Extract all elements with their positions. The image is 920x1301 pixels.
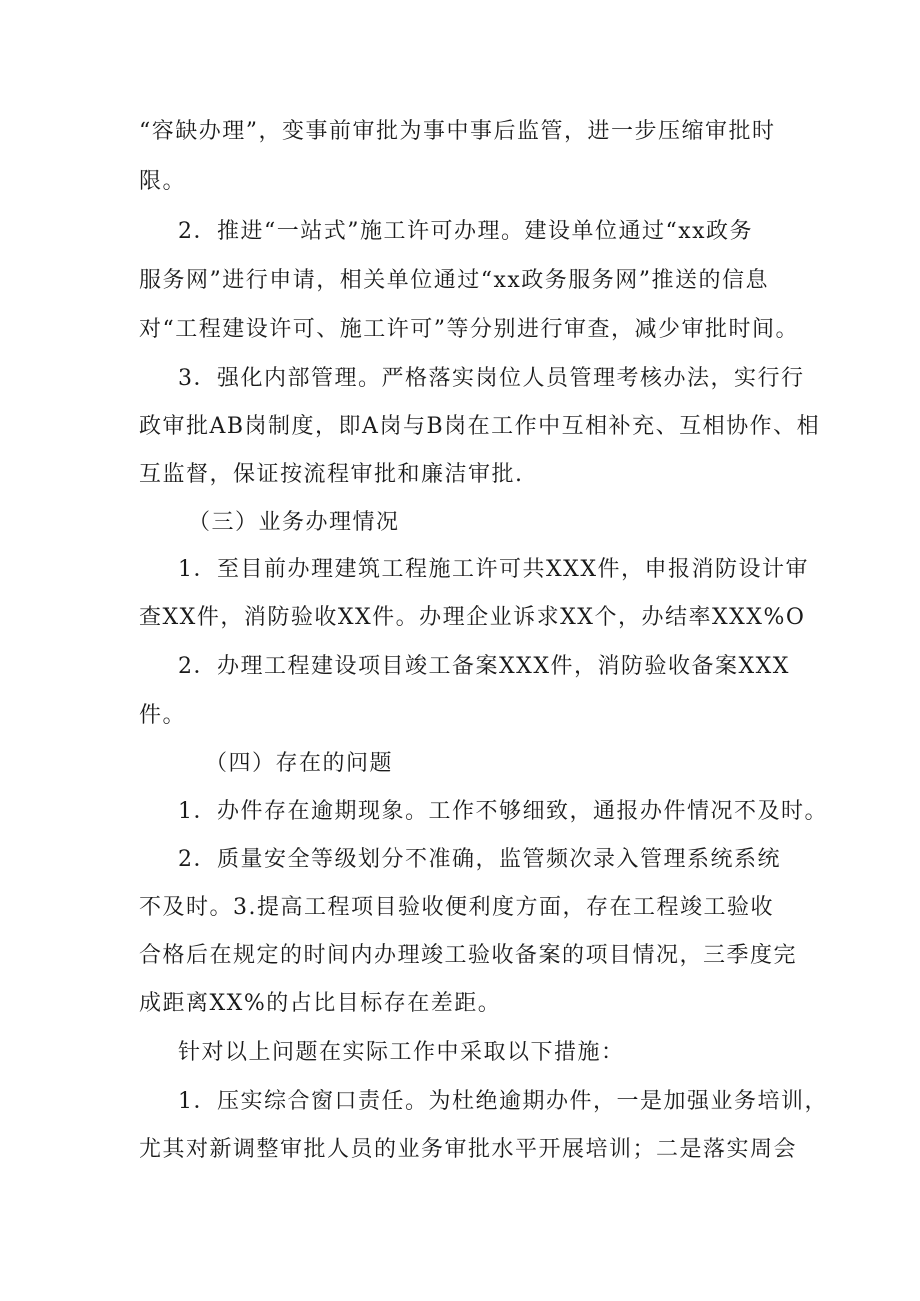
text-line: 1．至目前办理建筑工程施工许可共XXX件，申报消防设计审	[178, 557, 809, 582]
text-line: 2．推进“一站式”施工许可办理。建设单位通过“xx政务	[178, 219, 754, 244]
text-line: 互监督，保证按流程审批和廉洁审批.	[139, 462, 524, 487]
text-line: 不及时。3.提高工程项目验收便利度方面，存在工程竣工验收	[139, 895, 774, 920]
text-line: 合格后在规定的时间内办理竣工验收备案的项目情况，三季度完	[139, 943, 798, 968]
text-line: 1．办件存在逾期现象。工作不够细致，通报办件情况不及时。	[178, 799, 828, 824]
text-line: 2．办理工程建设项目竣工备案XXX件，消防验收备案XXX	[178, 654, 790, 679]
text-line: 对“工程建设许可、施工许可”等分别进行审查，减少审批时间。	[139, 317, 799, 342]
text-line: 成距离XX%的占比目标存在差距。	[139, 991, 502, 1016]
text-line: 2．质量安全等级划分不准确，监管频次录入管理系统系统	[178, 847, 781, 872]
text-line: 件。	[139, 703, 187, 728]
text-line: “容缺办理”，变事前审批为事中事后监管，进一步压缩审批时	[139, 119, 776, 144]
text-line: 针对以上问题在实际工作中采取以下措施：	[178, 1040, 625, 1065]
text-line: 查XX件，消防验收XX件。办理企业诉求XX个，办结率XXX%O	[139, 605, 806, 630]
text-line: 1．压实综合窗口责任。为杜绝逾期办件，一是加强业务培训，	[178, 1089, 828, 1114]
section-heading: （四）存在的问题	[205, 751, 394, 776]
text-line: 政审批AB岗制度，即A岗与B岗在工作中互相补充、互相协作、相	[139, 414, 821, 439]
section-heading: （三）业务办理情况	[188, 510, 400, 535]
text-line: 服务网”进行申请，相关单位通过“xx政务服务网”推送的信息	[139, 268, 770, 293]
text-line: 尤其对新调整审批人员的业务审批水平开展培训；二是落实周会	[139, 1137, 798, 1162]
text-line: 3．强化内部管理。严格落实岗位人员管理考核办法，实行行	[178, 366, 805, 391]
text-line: 限。	[139, 169, 187, 194]
